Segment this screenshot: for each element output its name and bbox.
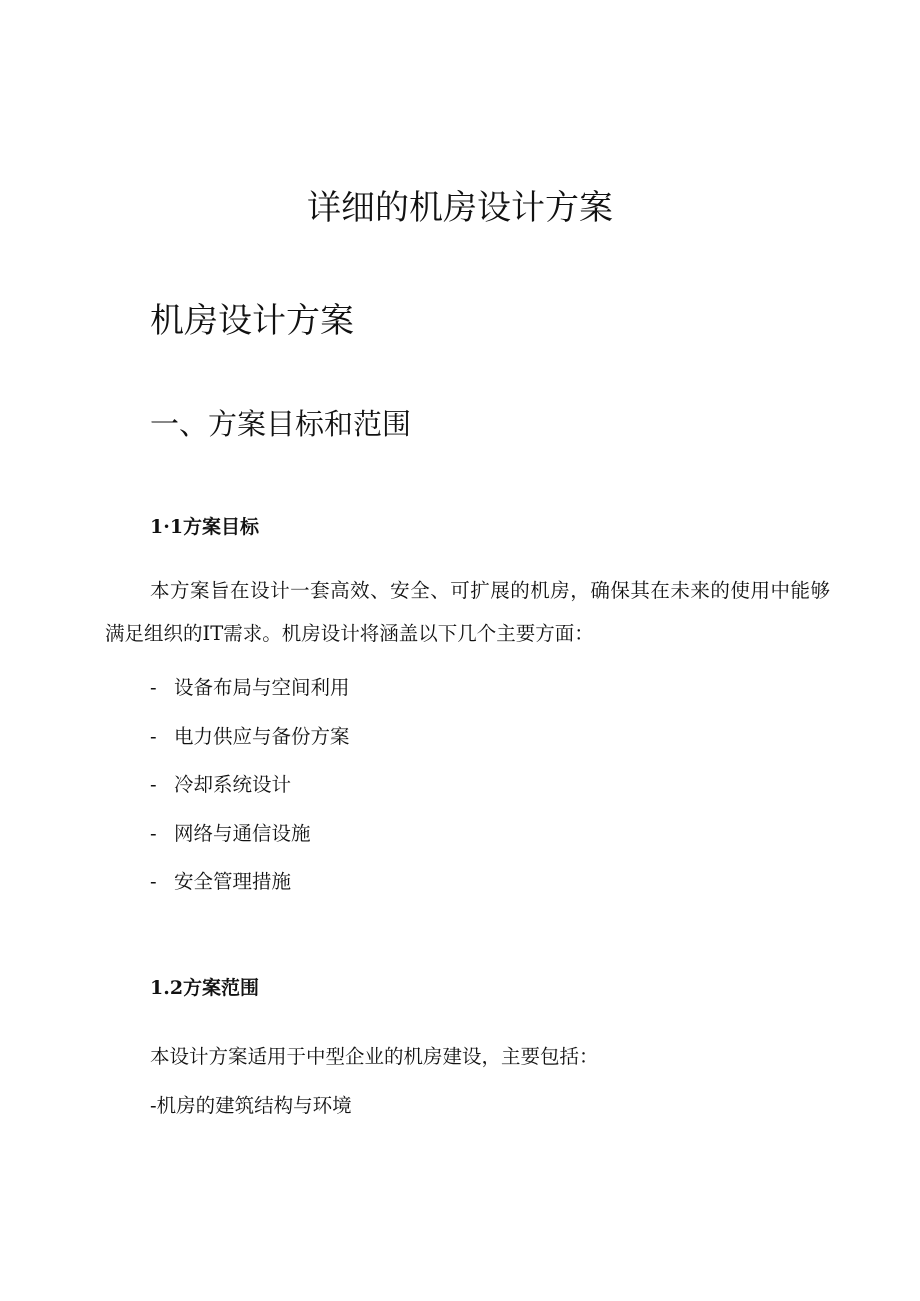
list-item-text: 冷却系统设计 [174,773,292,796]
list-item-text: 网络与通信设施 [174,821,311,845]
scope-list-item: -机房的建筑结构与环境 [150,1094,352,1117]
list-dash: - [150,773,157,796]
subsection-heading-goals: 1·1方案目标 [150,516,260,538]
list-dash: - [150,676,157,699]
list-dash: - [150,821,157,845]
list-item [150,664,350,713]
list-item [150,810,350,859]
scope-paragraph: 本设计方案适用于中型企业的机房建设，主要包括： [150,1045,599,1068]
list-dash: - [150,870,157,893]
list-dash: - [150,724,157,748]
list-item-text: 电力供应与备份方案 [174,724,350,748]
document-title: 详细的机房设计方案 [307,188,613,228]
list-item-text: 设备布局与空间利用 [174,676,350,699]
list-item [150,858,350,907]
section-heading: 一、方案目标和范围 [150,407,412,441]
list-item [150,713,350,762]
subsection-heading-scope: 1.2方案范围 [150,977,260,999]
goals-paragraph: 本方案旨在设计一套高效、安全、可扩展的机房，确保其在未来的使用中能够满足组织的IT需求。机房设计将涵盖以下几个主要方面： [105,579,830,645]
list-item-text: 安全管理措施 [174,870,292,893]
goals-list [150,664,350,907]
list-item [150,761,350,810]
main-heading: 机房设计方案 [150,301,354,341]
